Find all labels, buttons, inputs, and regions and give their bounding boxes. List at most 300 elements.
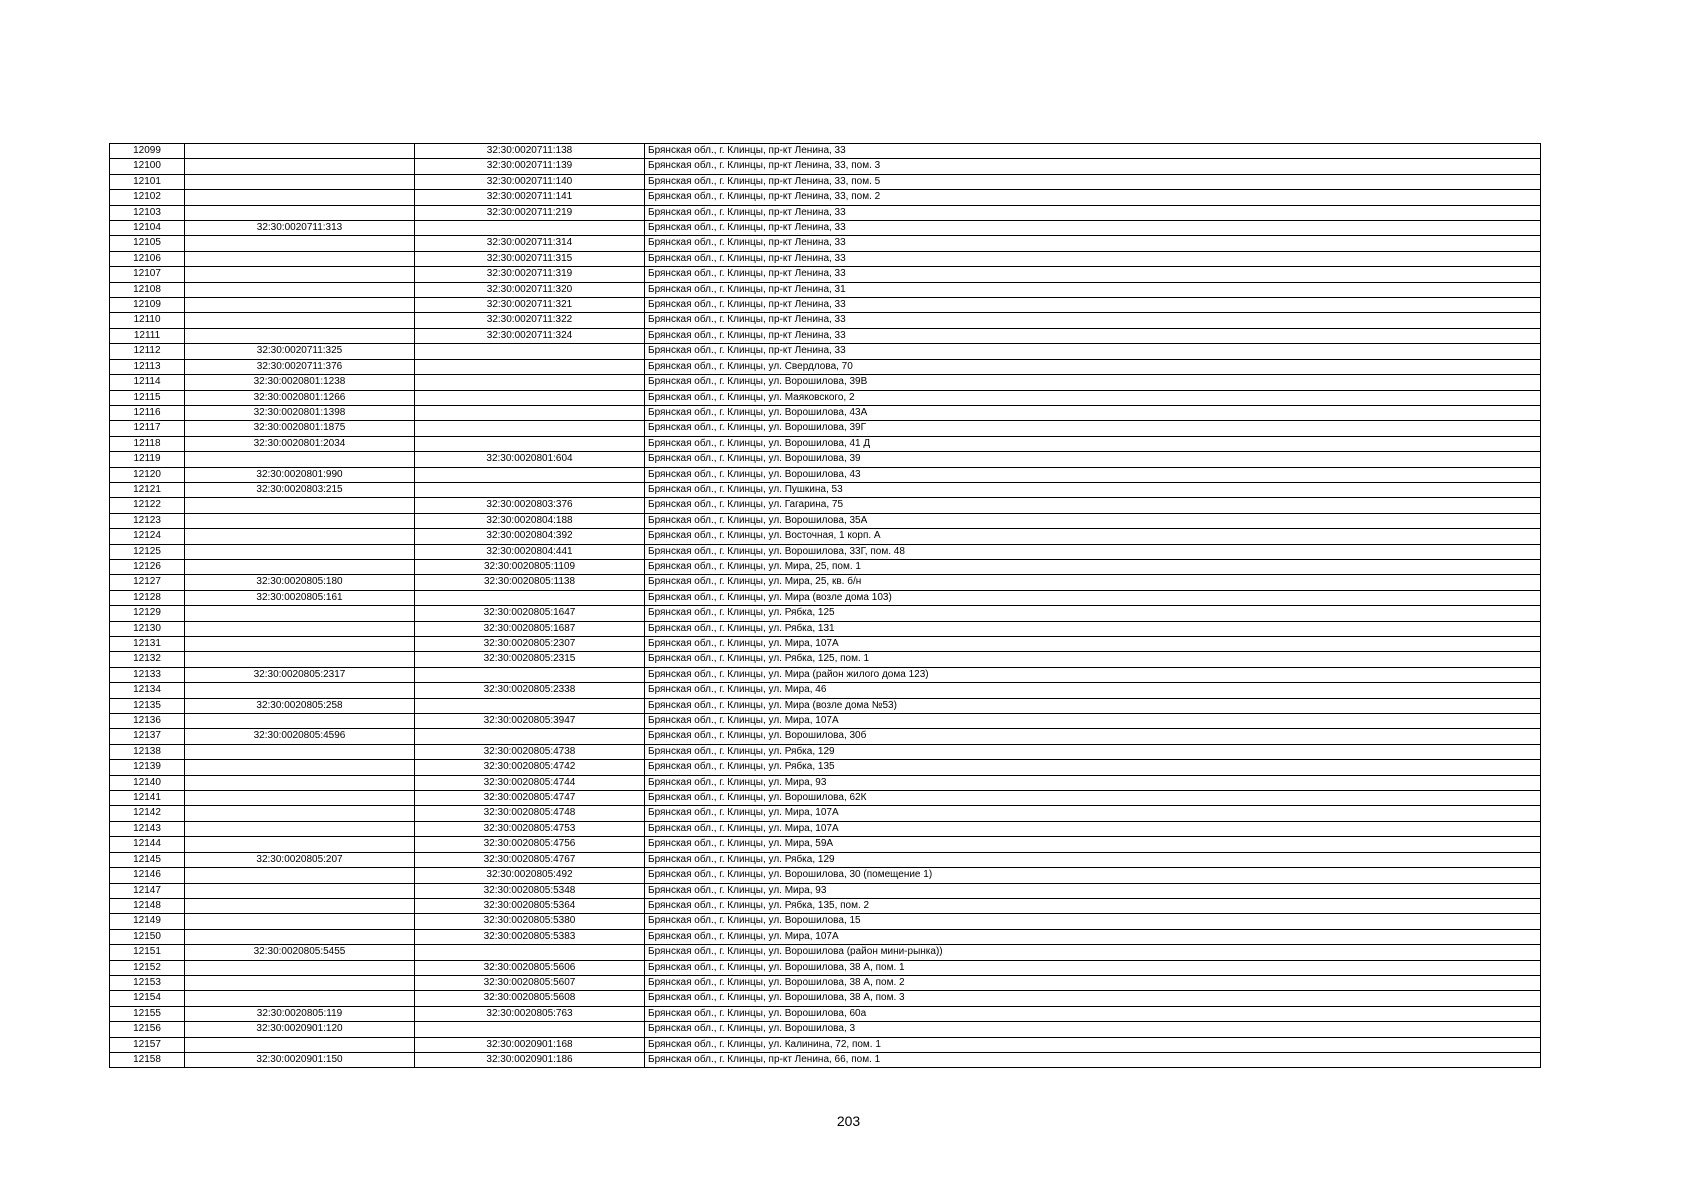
table-row [110,467,1541,482]
object-cadastral-number-cell: 32:30:0020805:4767 [415,852,645,867]
address-cell: Брянская обл., г. Клинцы, ул. Рябка, 125 [645,606,1541,621]
row-number-cell: 12157 [110,1037,185,1052]
address-cell: Брянская обл., г. Клинцы, пр-кт Ленина, 33 [645,344,1541,359]
address-cell: Брянская обл., г. Клинцы, ул. Ворошилова, 30б [645,729,1541,744]
land-cadastral-number-cell [185,1037,415,1052]
row-number-cell: 12112 [110,344,185,359]
address-cell: Брянская обл., г. Клинцы, пр-кт Ленина, 33, пом. 2 [645,190,1541,205]
table-row [110,1022,1541,1037]
registry-table [109,143,1541,1068]
row-number-cell: 12100 [110,159,185,174]
row-number-cell: 12146 [110,868,185,883]
object-cadastral-number-cell [415,945,645,960]
row-number-cell: 12117 [110,421,185,436]
land-cadastral-number-cell: 32:30:0020805:161 [185,590,415,605]
land-cadastral-number-cell [185,513,415,528]
address-cell: Брянская обл., г. Клинцы, ул. Мира, 107А [645,714,1541,729]
land-cadastral-number-cell: 32:30:0020711:376 [185,359,415,374]
address-cell: Брянская обл., г. Клинцы, ул. Пушкина, 53 [645,482,1541,497]
table-row [110,960,1541,975]
address-cell: Брянская обл., г. Клинцы, пр-кт Ленина, 66, пом. 1 [645,1052,1541,1067]
address-cell: Брянская обл., г. Клинцы, ул. Мира, 107А [645,806,1541,821]
object-cadastral-number-cell: 32:30:0020805:4756 [415,837,645,852]
row-number-cell: 12120 [110,467,185,482]
address-cell: Брянская обл., г. Клинцы, ул. Ворошилова, 39Г [645,421,1541,436]
object-cadastral-number-cell: 32:30:0020805:1138 [415,575,645,590]
row-number-cell: 12136 [110,714,185,729]
land-cadastral-number-cell [185,282,415,297]
object-cadastral-number-cell [415,421,645,436]
land-cadastral-number-cell [185,929,415,944]
address-cell: Брянская обл., г. Клинцы, ул. Ворошилова, 38 А, пом. 2 [645,975,1541,990]
land-cadastral-number-cell [185,559,415,574]
object-cadastral-number-cell: 32:30:0020805:4747 [415,791,645,806]
object-cadastral-number-cell: 32:30:0020805:4753 [415,821,645,836]
address-cell: Брянская обл., г. Клинцы, ул. Мира (возле дома №53) [645,698,1541,713]
object-cadastral-number-cell: 32:30:0020711:321 [415,298,645,313]
land-cadastral-number-cell [185,544,415,559]
address-cell: Брянская обл., г. Клинцы, ул. Калинина, 72, пом. 1 [645,1037,1541,1052]
land-cadastral-number-cell [185,251,415,266]
address-cell: Брянская обл., г. Клинцы, пр-кт Ленина, 33 [645,144,1541,159]
row-number-cell: 12128 [110,590,185,605]
row-number-cell: 12144 [110,837,185,852]
land-cadastral-number-cell [185,267,415,282]
table-row [110,251,1541,266]
address-cell: Брянская обл., г. Клинцы, ул. Мира, 59А [645,837,1541,852]
land-cadastral-number-cell [185,298,415,313]
table-row [110,344,1541,359]
table-row [110,267,1541,282]
address-cell: Брянская обл., г. Клинцы, ул. Ворошилова, 41 Д [645,436,1541,451]
table-row [110,498,1541,513]
object-cadastral-number-cell: 32:30:0020805:492 [415,868,645,883]
table-row [110,898,1541,913]
object-cadastral-number-cell: 32:30:0020804:392 [415,529,645,544]
object-cadastral-number-cell: 32:30:0020805:5608 [415,991,645,1006]
row-number-cell: 12138 [110,744,185,759]
row-number-cell: 12127 [110,575,185,590]
row-number-cell: 12114 [110,375,185,390]
row-number-cell: 12150 [110,929,185,944]
object-cadastral-number-cell [415,344,645,359]
row-number-cell: 12137 [110,729,185,744]
object-cadastral-number-cell: 32:30:0020711:138 [415,144,645,159]
table-row [110,760,1541,775]
object-cadastral-number-cell: 32:30:0020805:5380 [415,914,645,929]
table-row [110,298,1541,313]
table-row [110,313,1541,328]
object-cadastral-number-cell: 32:30:0020805:5383 [415,929,645,944]
row-number-cell: 12139 [110,760,185,775]
row-number-cell: 12126 [110,559,185,574]
address-cell: Брянская обл., г. Клинцы, ул. Ворошилова, 39В [645,375,1541,390]
land-cadastral-number-cell [185,621,415,636]
table-row [110,190,1541,205]
table-row [110,744,1541,759]
address-cell: Брянская обл., г. Клинцы, ул. Ворошилова, 33Г, пом. 48 [645,544,1541,559]
address-cell: Брянская обл., г. Клинцы, ул. Ворошилова, 60а [645,1006,1541,1021]
table-row [110,698,1541,713]
land-cadastral-number-cell [185,898,415,913]
object-cadastral-number-cell: 32:30:0020805:4744 [415,775,645,790]
row-number-cell: 12133 [110,667,185,682]
object-cadastral-number-cell: 32:30:0020805:5606 [415,960,645,975]
table-row [110,159,1541,174]
land-cadastral-number-cell: 32:30:0020805:5455 [185,945,415,960]
object-cadastral-number-cell [415,221,645,236]
object-cadastral-number-cell: 32:30:0020711:319 [415,267,645,282]
land-cadastral-number-cell: 32:30:0020901:120 [185,1022,415,1037]
object-cadastral-number-cell [415,698,645,713]
table-row [110,375,1541,390]
table-row [110,806,1541,821]
object-cadastral-number-cell: 32:30:0020805:4742 [415,760,645,775]
address-cell: Брянская обл., г. Клинцы, ул. Мира, 107А [645,637,1541,652]
table-row [110,1037,1541,1052]
object-cadastral-number-cell: 32:30:0020711:320 [415,282,645,297]
land-cadastral-number-cell: 32:30:0020805:258 [185,698,415,713]
address-cell: Брянская обл., г. Клинцы, ул. Восточная, 1 корп. А [645,529,1541,544]
object-cadastral-number-cell [415,405,645,420]
row-number-cell: 12149 [110,914,185,929]
object-cadastral-number-cell: 32:30:0020804:441 [415,544,645,559]
address-cell: Брянская обл., г. Клинцы, ул. Мира (район жилого дома 123) [645,667,1541,682]
object-cadastral-number-cell: 32:30:0020805:5364 [415,898,645,913]
address-cell: Брянская обл., г. Клинцы, ул. Свердлова, 70 [645,359,1541,374]
land-cadastral-number-cell [185,236,415,251]
object-cadastral-number-cell: 32:30:0020805:1647 [415,606,645,621]
land-cadastral-number-cell [185,991,415,1006]
address-cell: Брянская обл., г. Клинцы, ул. Мира, 46 [645,683,1541,698]
table-row [110,637,1541,652]
land-cadastral-number-cell [185,760,415,775]
address-cell: Брянская обл., г. Клинцы, ул. Ворошилова, 62К [645,791,1541,806]
land-cadastral-number-cell [185,868,415,883]
table-row [110,1052,1541,1067]
object-cadastral-number-cell: 32:30:0020803:376 [415,498,645,513]
object-cadastral-number-cell [415,390,645,405]
land-cadastral-number-cell [185,883,415,898]
land-cadastral-number-cell [185,652,415,667]
table-row [110,837,1541,852]
land-cadastral-number-cell [185,637,415,652]
table-row [110,390,1541,405]
address-cell: Брянская обл., г. Клинцы, ул. Ворошилова, 3 [645,1022,1541,1037]
object-cadastral-number-cell: 32:30:0020805:2338 [415,683,645,698]
address-cell: Брянская обл., г. Клинцы, ул. Маяковского, 2 [645,390,1541,405]
object-cadastral-number-cell [415,375,645,390]
table-row [110,405,1541,420]
table-row [110,144,1541,159]
land-cadastral-number-cell: 32:30:0020805:119 [185,1006,415,1021]
row-number-cell: 12158 [110,1052,185,1067]
row-number-cell: 12110 [110,313,185,328]
object-cadastral-number-cell: 32:30:0020711:139 [415,159,645,174]
table-row [110,791,1541,806]
row-number-cell: 12118 [110,436,185,451]
object-cadastral-number-cell [415,436,645,451]
table-row [110,868,1541,883]
object-cadastral-number-cell: 32:30:0020711:324 [415,328,645,343]
address-cell: Брянская обл., г. Клинцы, ул. Ворошилова (район мини-рынка)) [645,945,1541,960]
row-number-cell: 12124 [110,529,185,544]
table-row [110,729,1541,744]
table-row [110,590,1541,605]
row-number-cell: 12140 [110,775,185,790]
land-cadastral-number-cell [185,498,415,513]
table-row [110,606,1541,621]
address-cell: Брянская обл., г. Клинцы, ул. Ворошилова, 39 [645,452,1541,467]
land-cadastral-number-cell [185,775,415,790]
row-number-cell: 12131 [110,637,185,652]
land-cadastral-number-cell: 32:30:0020801:1266 [185,390,415,405]
address-cell: Брянская обл., г. Клинцы, ул. Мира, 25, кв. б/н [645,575,1541,590]
land-cadastral-number-cell: 32:30:0020805:180 [185,575,415,590]
land-cadastral-number-cell [185,975,415,990]
table-row [110,652,1541,667]
row-number-cell: 12130 [110,621,185,636]
object-cadastral-number-cell: 32:30:0020805:2315 [415,652,645,667]
table-row [110,359,1541,374]
row-number-cell: 12129 [110,606,185,621]
object-cadastral-number-cell [415,482,645,497]
address-cell: Брянская обл., г. Клинцы, ул. Мира (возле дома 103) [645,590,1541,605]
table-row [110,714,1541,729]
address-cell: Брянская обл., г. Клинцы, ул. Ворошилова, 35А [645,513,1541,528]
table-row [110,282,1541,297]
object-cadastral-number-cell: 32:30:0020805:1687 [415,621,645,636]
address-cell: Брянская обл., г. Клинцы, ул. Рябка, 125, пом. 1 [645,652,1541,667]
object-cadastral-number-cell [415,590,645,605]
table-row [110,421,1541,436]
table-row [110,883,1541,898]
land-cadastral-number-cell: 32:30:0020805:2317 [185,667,415,682]
address-cell: Брянская обл., г. Клинцы, ул. Ворошилова, 43 [645,467,1541,482]
land-cadastral-number-cell: 32:30:0020801:1875 [185,421,415,436]
row-number-cell: 12113 [110,359,185,374]
table-row [110,436,1541,451]
land-cadastral-number-cell: 32:30:0020805:4596 [185,729,415,744]
address-cell: Брянская обл., г. Клинцы, пр-кт Ленина, 33 [645,328,1541,343]
table-row [110,513,1541,528]
address-cell: Брянская обл., г. Клинцы, ул. Рябка, 131 [645,621,1541,636]
land-cadastral-number-cell [185,190,415,205]
address-cell: Брянская обл., г. Клинцы, ул. Рябка, 135 [645,760,1541,775]
table-row [110,205,1541,220]
row-number-cell: 12153 [110,975,185,990]
address-cell: Брянская обл., г. Клинцы, ул. Ворошилова, 43А [645,405,1541,420]
object-cadastral-number-cell: 32:30:0020805:1109 [415,559,645,574]
table-row [110,775,1541,790]
row-number-cell: 12151 [110,945,185,960]
address-cell: Брянская обл., г. Клинцы, ул. Мира, 93 [645,883,1541,898]
table-row [110,236,1541,251]
address-cell: Брянская обл., г. Клинцы, пр-кт Ленина, 33 [645,267,1541,282]
address-cell: Брянская обл., г. Клинцы, пр-кт Ленина, 33 [645,313,1541,328]
land-cadastral-number-cell [185,960,415,975]
address-cell: Брянская обл., г. Клинцы, ул. Ворошилова, 30 (помещение 1) [645,868,1541,883]
land-cadastral-number-cell: 32:30:0020803:215 [185,482,415,497]
table-row [110,482,1541,497]
land-cadastral-number-cell [185,806,415,821]
address-cell: Брянская обл., г. Клинцы, ул. Ворошилова, 38 А, пом. 3 [645,991,1541,1006]
object-cadastral-number-cell [415,667,645,682]
row-number-cell: 12103 [110,205,185,220]
row-number-cell: 12111 [110,328,185,343]
object-cadastral-number-cell: 32:30:0020711:322 [415,313,645,328]
object-cadastral-number-cell: 32:30:0020805:5348 [415,883,645,898]
row-number-cell: 12122 [110,498,185,513]
address-cell: Брянская обл., г. Клинцы, пр-кт Ленина, 33 [645,205,1541,220]
row-number-cell: 12148 [110,898,185,913]
table-row [110,452,1541,467]
object-cadastral-number-cell [415,729,645,744]
table-row [110,1006,1541,1021]
row-number-cell: 12141 [110,791,185,806]
table-row [110,852,1541,867]
object-cadastral-number-cell: 32:30:0020805:4748 [415,806,645,821]
land-cadastral-number-cell [185,744,415,759]
land-cadastral-number-cell [185,606,415,621]
object-cadastral-number-cell: 32:30:0020711:315 [415,251,645,266]
table-row [110,821,1541,836]
row-number-cell: 12106 [110,251,185,266]
object-cadastral-number-cell [415,359,645,374]
land-cadastral-number-cell [185,714,415,729]
row-number-cell: 12119 [110,452,185,467]
land-cadastral-number-cell: 32:30:0020805:207 [185,852,415,867]
land-cadastral-number-cell [185,452,415,467]
object-cadastral-number-cell: 32:30:0020805:2307 [415,637,645,652]
address-cell: Брянская обл., г. Клинцы, пр-кт Ленина, 33, пом. 5 [645,174,1541,189]
object-cadastral-number-cell: 32:30:0020711:219 [415,205,645,220]
table-row [110,914,1541,929]
row-number-cell: 12102 [110,190,185,205]
address-cell: Брянская обл., г. Клинцы, ул. Мира, 25, пом. 1 [645,559,1541,574]
row-number-cell: 12101 [110,174,185,189]
row-number-cell: 12108 [110,282,185,297]
land-cadastral-number-cell [185,529,415,544]
object-cadastral-number-cell: 32:30:0020801:604 [415,452,645,467]
address-cell: Брянская обл., г. Клинцы, ул. Рябка, 129 [645,744,1541,759]
address-cell: Брянская обл., г. Клинцы, пр-кт Ленина, 33, пом. 3 [645,159,1541,174]
row-number-cell: 12134 [110,683,185,698]
object-cadastral-number-cell: 32:30:0020711:314 [415,236,645,251]
table-row [110,621,1541,636]
row-number-cell: 12156 [110,1022,185,1037]
row-number-cell: 12109 [110,298,185,313]
address-cell: Брянская обл., г. Клинцы, пр-кт Ленина, 33 [645,298,1541,313]
land-cadastral-number-cell [185,144,415,159]
address-cell: Брянская обл., г. Клинцы, ул. Мира, 107А [645,929,1541,944]
row-number-cell: 12145 [110,852,185,867]
row-number-cell: 12116 [110,405,185,420]
land-cadastral-number-cell: 32:30:0020801:1238 [185,375,415,390]
row-number-cell: 12135 [110,698,185,713]
row-number-cell: 12152 [110,960,185,975]
land-cadastral-number-cell: 32:30:0020801:990 [185,467,415,482]
address-cell: Брянская обл., г. Клинцы, пр-кт Ленина, 33 [645,236,1541,251]
registry-table-body [110,144,1541,1068]
land-cadastral-number-cell [185,159,415,174]
row-number-cell: 12147 [110,883,185,898]
row-number-cell: 12125 [110,544,185,559]
address-cell: Брянская обл., г. Клинцы, ул. Ворошилова, 15 [645,914,1541,929]
table-row [110,945,1541,960]
table-row [110,975,1541,990]
table-row [110,221,1541,236]
row-number-cell: 12142 [110,806,185,821]
land-cadastral-number-cell [185,837,415,852]
table-row [110,667,1541,682]
row-number-cell: 12123 [110,513,185,528]
row-number-cell: 12121 [110,482,185,497]
row-number-cell: 12154 [110,991,185,1006]
land-cadastral-number-cell [185,914,415,929]
object-cadastral-number-cell: 32:30:0020901:186 [415,1052,645,1067]
row-number-cell: 12099 [110,144,185,159]
address-cell: Брянская обл., г. Клинцы, ул. Мира, 93 [645,775,1541,790]
land-cadastral-number-cell: 32:30:0020711:325 [185,344,415,359]
address-cell: Брянская обл., г. Клинцы, ул. Рябка, 135, пом. 2 [645,898,1541,913]
row-number-cell: 12107 [110,267,185,282]
object-cadastral-number-cell: 32:30:0020804:188 [415,513,645,528]
land-cadastral-number-cell [185,313,415,328]
table-row [110,174,1541,189]
address-cell: Брянская обл., г. Клинцы, пр-кт Ленина, 33 [645,251,1541,266]
object-cadastral-number-cell [415,467,645,482]
land-cadastral-number-cell: 32:30:0020711:313 [185,221,415,236]
object-cadastral-number-cell [415,1022,645,1037]
land-cadastral-number-cell [185,821,415,836]
address-cell: Брянская обл., г. Клинцы, ул. Гагарина, 75 [645,498,1541,513]
row-number-cell: 12104 [110,221,185,236]
land-cadastral-number-cell [185,205,415,220]
address-cell: Брянская обл., г. Клинцы, пр-кт Ленина, 31 [645,282,1541,297]
object-cadastral-number-cell: 32:30:0020805:3947 [415,714,645,729]
table-row [110,544,1541,559]
row-number-cell: 12105 [110,236,185,251]
table-row [110,328,1541,343]
address-cell: Брянская обл., г. Клинцы, ул. Мира, 107А [645,821,1541,836]
table-row [110,991,1541,1006]
row-number-cell: 12115 [110,390,185,405]
address-cell: Брянская обл., г. Клинцы, ул. Рябка, 129 [645,852,1541,867]
object-cadastral-number-cell: 32:30:0020711:141 [415,190,645,205]
land-cadastral-number-cell [185,683,415,698]
table-row [110,929,1541,944]
object-cadastral-number-cell: 32:30:0020901:168 [415,1037,645,1052]
object-cadastral-number-cell: 32:30:0020805:5607 [415,975,645,990]
address-cell: Брянская обл., г. Клинцы, пр-кт Ленина, 33 [645,221,1541,236]
object-cadastral-number-cell: 32:30:0020805:763 [415,1006,645,1021]
table-row [110,683,1541,698]
land-cadastral-number-cell: 32:30:0020901:150 [185,1052,415,1067]
land-cadastral-number-cell: 32:30:0020801:1398 [185,405,415,420]
land-cadastral-number-cell [185,328,415,343]
land-cadastral-number-cell: 32:30:0020801:2034 [185,436,415,451]
object-cadastral-number-cell: 32:30:0020711:140 [415,174,645,189]
page-number: 203 [836,1113,861,1129]
table-row [110,529,1541,544]
row-number-cell: 12143 [110,821,185,836]
row-number-cell: 12155 [110,1006,185,1021]
land-cadastral-number-cell [185,174,415,189]
land-cadastral-number-cell [185,791,415,806]
object-cadastral-number-cell: 32:30:0020805:4738 [415,744,645,759]
table-row [110,559,1541,574]
